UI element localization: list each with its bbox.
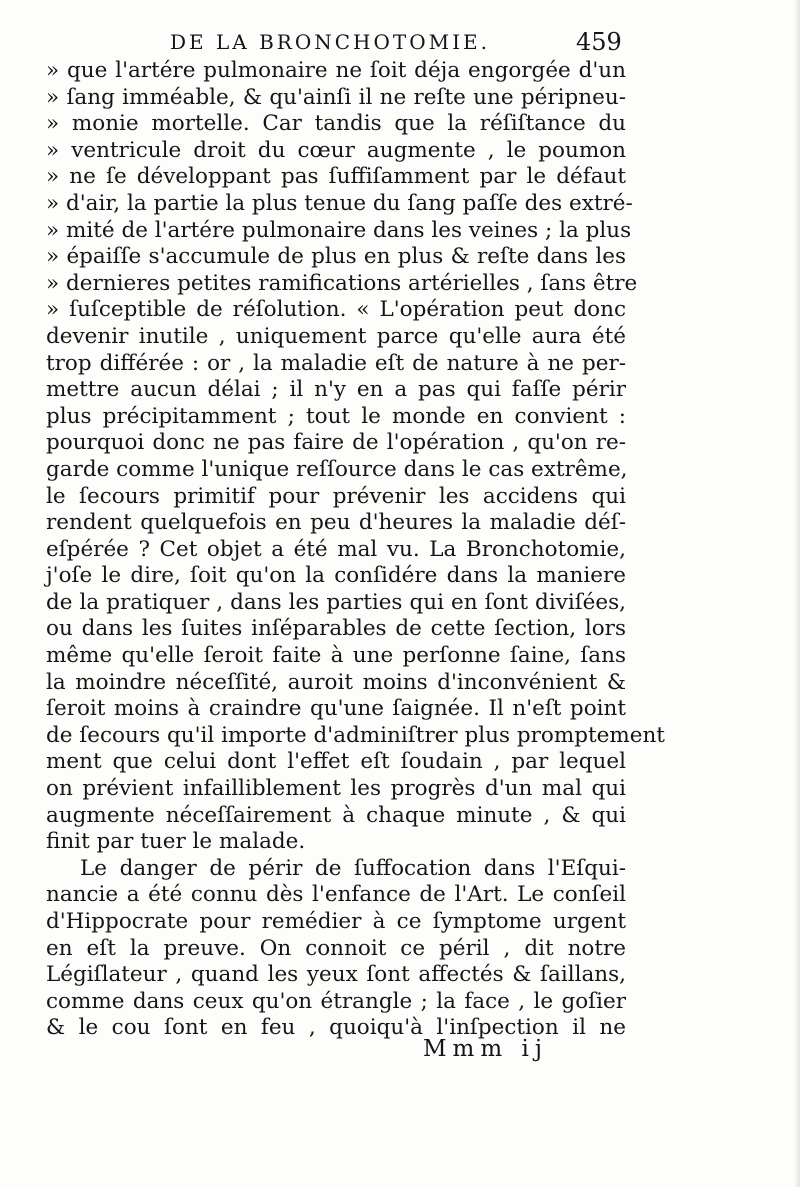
- text-line: Légiſlateur , quand les yeux ſont affectés & ſaillans,: [46, 962, 626, 988]
- text-line: » d'air, la partie la plus tenue du ſang paſſe des extré-: [46, 190, 633, 216]
- text-line: d'Hippocrate pour remédier à ce ſymptome urgent: [46, 909, 626, 934]
- text-line: devenir inutile , uniquement parce qu'elle aura été: [46, 323, 626, 349]
- text-line: augmente néceſſairement à chaque minute , & qui: [46, 802, 626, 828]
- text-line: même qu'elle ſeroit faite à une perſonne ſaine, ſans: [46, 643, 626, 669]
- text-line: nancie a été connu dès l'enfance de l'Art. Le conſeil: [46, 882, 626, 908]
- text-line: & le cou ſont en feu , quoiqu'à l'inſpection il ne: [46, 1015, 626, 1041]
- text-line: » épaiſſe s'accumule de plus en plus & reſte dans les: [46, 244, 626, 270]
- text-line: Le danger de périr de ſuffocation dans l'Eſqui-: [80, 855, 626, 881]
- text-line: on prévient infailliblement les progrès d'un mal qui: [46, 776, 626, 802]
- text-line: comme dans ceux qu'on étrangle ; la face , le goſier: [46, 988, 626, 1014]
- text-line: » ventricule droit du cœur augmente , le poumon: [46, 137, 626, 163]
- text-line: » que l'artére pulmonaire ne ſoit déja engorgée d'un: [46, 58, 626, 83]
- signature-mark: Mmm ij: [423, 1036, 548, 1062]
- page-edge-shadow: [794, 0, 800, 1187]
- text-line: j'oſe le dire, ſoit qu'on la conſidére dans la maniere: [46, 563, 626, 589]
- running-head: DE LA BRONCHOTOMIE.: [170, 30, 490, 54]
- text-line: de ſecours qu'il importe d'adminiſtrer plus promptement: [46, 722, 665, 748]
- text-line: ſeroit moins à craindre qu'une ſaignée. Il n'eſt point: [46, 696, 626, 722]
- text-line: trop différée : or , la maladie eſt de nature à ne per-: [46, 350, 626, 376]
- text-line: » ne ſe développant pas ſuffiſamment par le défaut: [46, 164, 626, 190]
- text-line: de la pratiquer , dans les parties qui en ſont diviſées,: [46, 589, 626, 615]
- text-line: rendent quelquefois en peu d'heures la maladie déſ-: [46, 510, 626, 536]
- text-line: eſpérée ? Cet objet a été mal vu. La Bronchotomie,: [46, 536, 626, 562]
- text-line: en eſt la preuve. On connoit ce péril , dit notre: [46, 935, 626, 961]
- text-line: le ſecours primitif pour prévenir les accidens qui: [46, 483, 626, 509]
- text-line: » monie mortelle. Car tandis que la réſiſtance du: [46, 111, 626, 137]
- text-line: la moindre néceſſité, auroit moins d'inconvénient &: [46, 669, 626, 695]
- text-line: » mité de l'artére pulmonaire dans les veines ; la plus: [46, 217, 632, 243]
- text-line: mettre aucun délai ; il n'y en a pas qui faſſe périr: [46, 377, 626, 403]
- text-line: » ſuſceptible de réſolution. « L'opération peut donc: [46, 297, 626, 323]
- text-line: finit par tuer le malade.: [46, 829, 306, 855]
- text-line: plus précipitamment ; tout le monde en convient :: [46, 403, 626, 429]
- text-line: ou dans les ſuites inſéparables de cette ſection, lors: [46, 616, 626, 642]
- text-line: » dernieres petites ramifications artérielles , ſans être: [46, 270, 638, 296]
- body-text: [46, 58, 665, 1042]
- text-line: garde comme l'unique reſſource dans le cas extrême,: [46, 456, 628, 482]
- text-line: ment que celui dont l'effet eſt ſoudain , par lequel: [46, 749, 626, 775]
- text-line: » ſang imméable, & qu'ainſi il ne reſte une péripneu-: [46, 84, 626, 110]
- text-line: pourquoi donc ne pas faire de l'opération , qu'on re-: [46, 430, 626, 456]
- page-number: 459: [576, 28, 622, 56]
